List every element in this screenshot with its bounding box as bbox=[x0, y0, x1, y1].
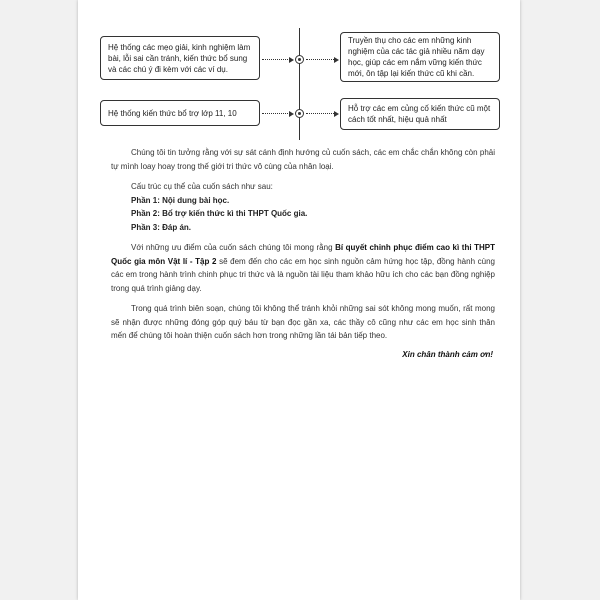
paragraph-book-purpose bbox=[111, 241, 495, 295]
feature-diagram bbox=[100, 28, 500, 140]
arrow-right-icon bbox=[289, 57, 294, 63]
structure-intro: Cấu trúc cụ thể của cuốn sách như sau: bbox=[131, 182, 273, 191]
book-title: Bí quyết chinh phục điểm cao kì thi THPT Quốc gia môn Vật lí - Tập 2 bbox=[111, 243, 495, 266]
paragraph-feedback: Trong quá trình biên soạn, chúng tôi không thể tránh khỏi những sai sót không mong muốn, rất mong sẽ nhận được những đóng góp quý báu từ bạn đọc gần xa, các thầy cô cũng như các em học sinh thân mến để chúng tôi hoàn thiện cuốn sách hơn trong những lần tái bản tiếp theo. bbox=[111, 304, 495, 340]
book-page bbox=[78, 0, 520, 600]
part-2: Phần 2: Bổ trợ kiến thức kì thi THPT Quốc gia. bbox=[131, 209, 308, 218]
arrow-right-icon bbox=[289, 111, 294, 117]
arrow-right-icon bbox=[334, 111, 339, 117]
thanks-line: Xin chân thành cảm ơn! bbox=[402, 349, 493, 359]
experience-box-text: Truyền thụ cho các em những kinh nghiệm của các tác giả nhiều năm dạy học, giúp các em nắm vững kiến thức mới, ôn tập lại kiến thức cũ khi cần. bbox=[348, 36, 485, 78]
support-knowledge-box bbox=[100, 100, 260, 126]
purpose-text-start: Với những ưu điểm của cuốn sách chúng tôi mong rằng bbox=[131, 243, 336, 252]
paragraph-intro: Chúng tôi tin tưởng rằng với sự sát cánh định hướng củ cuốn sách, các em chắc chắn không còn phải tự mình loay hoay trong thế giới tri thức vô cùng của nhân loại. bbox=[111, 148, 495, 171]
arrow-right-icon bbox=[334, 57, 339, 63]
body-text bbox=[111, 146, 495, 361]
node-circle-icon bbox=[295, 109, 304, 118]
node-circle-icon bbox=[295, 55, 304, 64]
support-knowledge-box-text: Hệ thống kiến thức bổ trợ lớp 11, 10 bbox=[108, 108, 237, 118]
purpose-text-end: sẽ đem đến cho các em học sinh nguồn cảm hứng học tập, đồng hành cùng các em trong hành trình chinh phục tri thức và là nguồn tài liệu tham khảo hữu ích cho các bạn đồng nghiệp trong quá trình giảng dạy. bbox=[111, 256, 495, 293]
connector-dots bbox=[262, 113, 290, 114]
tips-box bbox=[100, 36, 260, 80]
connector-dots bbox=[262, 59, 290, 60]
review-box bbox=[340, 98, 500, 130]
diagram-vertical-line bbox=[299, 28, 300, 140]
review-box-text: Hỗ trợ các em củng cố kiến thức cũ một cách tốt nhất, hiệu quả nhất bbox=[348, 104, 491, 124]
connector-dots bbox=[306, 59, 334, 60]
experience-box bbox=[340, 32, 500, 82]
part-1: Phần 1: Nội dung bài học. bbox=[131, 195, 230, 205]
part-3: Phần 3: Đáp án. bbox=[131, 222, 192, 232]
tips-box-text: Hệ thống các mẹo giải, kinh nghiệm làm bài, lỗi sai cần tránh, kiến thức bổ sung và các chú ý đi kèm với các ví dụ. bbox=[108, 42, 251, 74]
connector-dots bbox=[306, 113, 334, 114]
